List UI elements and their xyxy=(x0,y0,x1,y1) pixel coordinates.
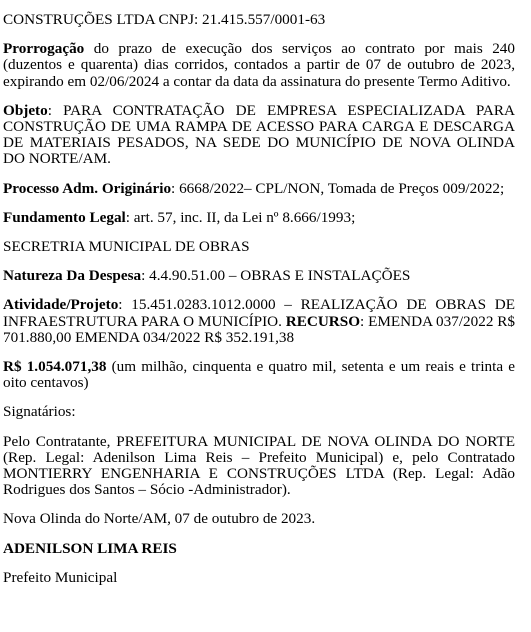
atividade-paragraph xyxy=(3,297,515,346)
assinante-paragraph xyxy=(3,541,515,557)
assinante-name: ADENILSON LIMA REIS xyxy=(3,539,177,557)
fundamento-text: : art. 57, inc. II, da Lei nº 8.666/1993; xyxy=(125,208,356,226)
valor-label: R$ 1.054.071,38 xyxy=(3,358,107,376)
natureza-text: : 4.4.90.51.00 – OBRAS E INSTALAÇÕES xyxy=(141,267,411,285)
natureza-paragraph xyxy=(3,268,515,284)
header-line xyxy=(3,12,515,28)
recurso-label: RECURSO xyxy=(285,312,361,330)
header-text: CONSTRUÇÕES LTDA CNPJ: 21.415.557/0001-63 xyxy=(3,11,326,28)
secretaria-paragraph xyxy=(3,239,515,255)
fundamento-paragraph xyxy=(3,210,515,226)
valor-text: (um milhão, cinquenta e quatro mil, setenta e um reais e trinta e oito centavos) xyxy=(3,358,515,392)
local-data-paragraph xyxy=(3,511,515,527)
processo-text: : 6668/2022– CPL/NON, Tomada de Preços 009/2022; xyxy=(171,179,505,197)
cargo-text: Prefeito Municipal xyxy=(3,568,118,586)
objeto-text: : PARA CONTRATAÇÃO DE EMPRESA ESPECIALIZADA PARA CONSTRUÇÃO DE UMA RAMPA DE ACESSO PARA CARGA E DESCARGA DE MATERIAIS PESADOS, NA SEDE DO MUNICÍPIO DE NOVA OLINDA DO NORTE/AM. xyxy=(3,101,515,168)
prorrogacao-text: do prazo de execução dos serviços ao contrato por mais 240 (duzentos e quarenta) dias corridos, contados a partir de 07 de outubro de 2023, expirando em 02/06/2024 a contar da data da assinatura do presente Termo Aditivo. xyxy=(3,40,515,90)
atividade-text: : 15.451.0283.1012.0000 – REALIZAÇÃO DE OBRAS DE INFRAESTRUTURA PARA O MUNICÍPIO. xyxy=(3,296,515,330)
valor-paragraph xyxy=(3,359,515,391)
signatarios-paragraph xyxy=(3,404,515,420)
prorrogacao-paragraph xyxy=(3,41,515,90)
fundamento-label: Fundamento Legal xyxy=(3,208,126,226)
partes-paragraph xyxy=(3,434,515,499)
processo-label: Processo Adm. Originário xyxy=(3,179,172,197)
objeto-label: Objeto xyxy=(3,101,48,119)
secretaria-text: SECRETRIA MUNICIPAL DE OBRAS xyxy=(3,238,250,256)
cargo-paragraph xyxy=(3,570,515,586)
prorrogacao-label: Prorrogação xyxy=(3,40,85,58)
recurso-text: : EMENDA 037/2022 R$ 701.880,00 EMENDA 034/2022 R$ 352.191,38 xyxy=(3,312,515,346)
signatarios-text: Signatários: xyxy=(3,403,76,421)
objeto-paragraph xyxy=(3,103,515,168)
natureza-label: Natureza Da Despesa xyxy=(3,267,142,285)
processo-paragraph xyxy=(3,181,515,197)
atividade-label: Atividade/Projeto xyxy=(3,296,119,314)
partes-text: Pelo Contratante, PREFEITURA MUNICIPAL DE NOVA OLINDA DO NORTE (Rep. Legal: Adenilson Lima Reis – Prefeito Municipal) e, pelo Contratado MONTIERRY ENGENHARIA E CONSTRUÇÕES LTDA (Rep. Legal: Adão Rodrigues dos Santos – Sócio -Administrador). xyxy=(3,432,515,499)
local-data-text: Nova Olinda do Norte/AM, 07 de outubro de 2023. xyxy=(3,510,316,528)
